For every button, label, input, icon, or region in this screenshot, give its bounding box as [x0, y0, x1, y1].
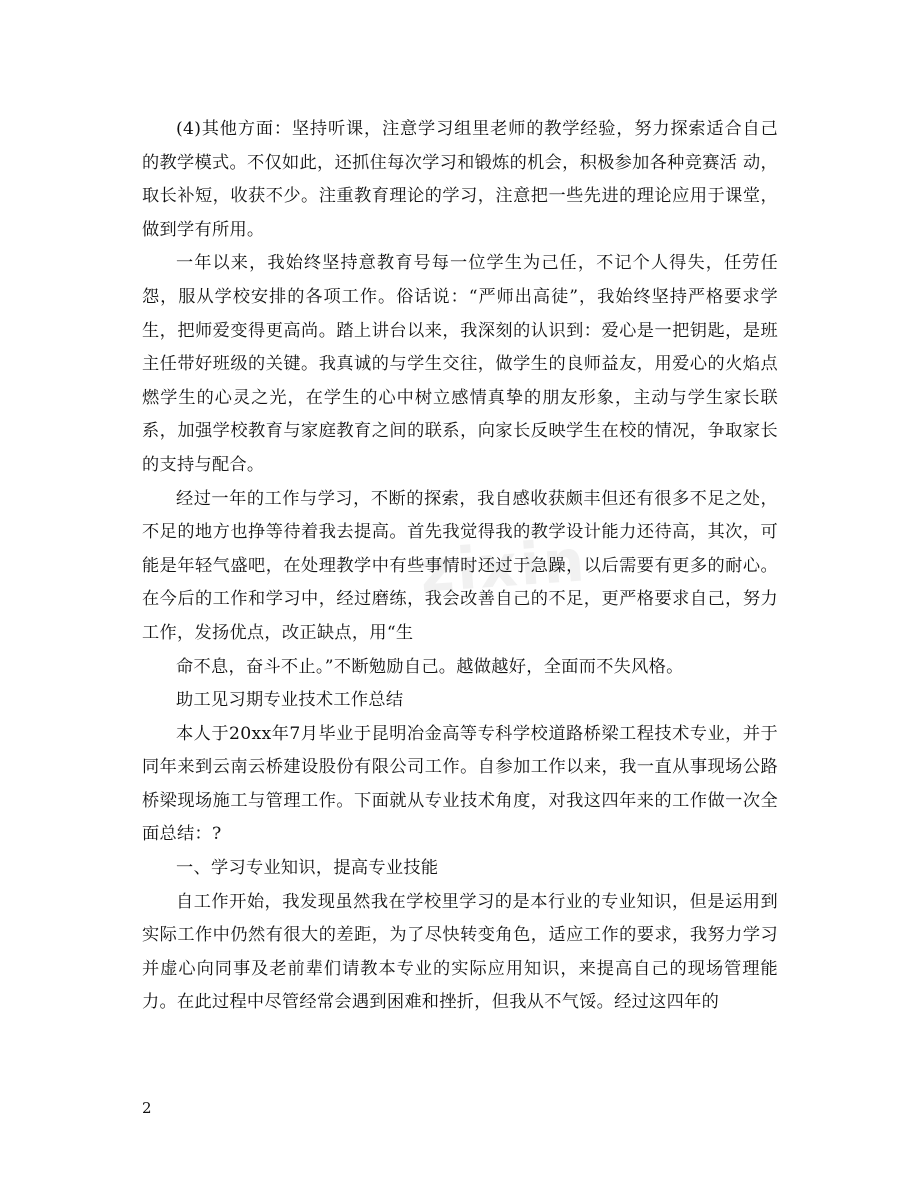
- section-heading: 一、学习专业知识，提高专业技能: [176, 858, 439, 879]
- document-body: [142, 113, 778, 1020]
- paragraph-introduction: 本人于20xx年7月毕业于昆明冶金高等专科学校道路桥梁工程技术专业，并于同年来到云南云桥建设股份有限公司工作。自参加工作以来，我一直从事现场公路桥梁现场施工与管理工作。下面就从专业技术角度，对我这四年来的工作做一次全面总结：?: [142, 723, 778, 845]
- paragraph-other-aspects: (4)其他方面：坚持听课，注意学习组里老师的教学经验，努力探索适合自己的教学模式。不仅如此，还抓住每次学习和锻炼的机会，积极参加各种竞赛活 动，取长补短，收获不少。注重教育理论的学习，注意把一些先进的理论应用于课堂，做到学有所用。: [142, 119, 778, 240]
- paragraph-year-review: 一年以来，我始终坚持意教育号每一位学生为己任，不记个人得失，任劳任怨，服从学校安排的各项工作。俗话说：“严师出高徒”，我始终坚持严格要求学生，把师爱变得更高尚。踏上讲台以来，我深刻的认识到：爱心是一把钥匙，是班主任带好班级的关键。我真诚的与学生交往，做学生的良师益友，用爱心的火焰点燃学生的心灵之光，在学生的心中树立感情真挚的朋友形象，主动与学生家长联系，加强学校教育与家庭教育之间的联系，向家长反映学生在校的情况，争取家长的支持与配合。: [142, 253, 778, 475]
- paragraph-motto: 命不息，奋斗不止。”不断勉励自己。越做越好，全面而不失风格。: [176, 656, 684, 677]
- paragraph-professional-study: 自工作开始，我发现虽然我在学校里学习的是本行业的专业知识，但是运用到实际工作中仍然有很大的差距，为了尽快转变角色，适应工作的要求，我努力学习并虚心向同事及老前辈们请教本专业的实际应用知识，来提高自己的现场管理能力。在此过程中尽管经常会遇到困难和挫折，但我从不气馁。经过这四年的: [142, 891, 778, 1013]
- section-title: 助工见习期专业技术工作总结: [176, 690, 404, 711]
- watermark-text: zixin: [417, 526, 590, 606]
- paragraph-shortcomings: 经过一年的工作与学习，不断的探索，我自感收获颇丰但还有很多不足之处，不足的地方也挣等待着我去提高。首先我觉得我的教学设计能力还待高，其次，可能是年轻气盛吧，在处理教学中有些事情时还过于急躁，以后需要有更多的耐心。在今后的工作和学习中，经过磨练，我会改善自己的不足，更严格要求自己，努力工作，发扬优点，改正缺点，用“生: [142, 488, 778, 643]
- page-number: 2: [142, 1099, 152, 1117]
